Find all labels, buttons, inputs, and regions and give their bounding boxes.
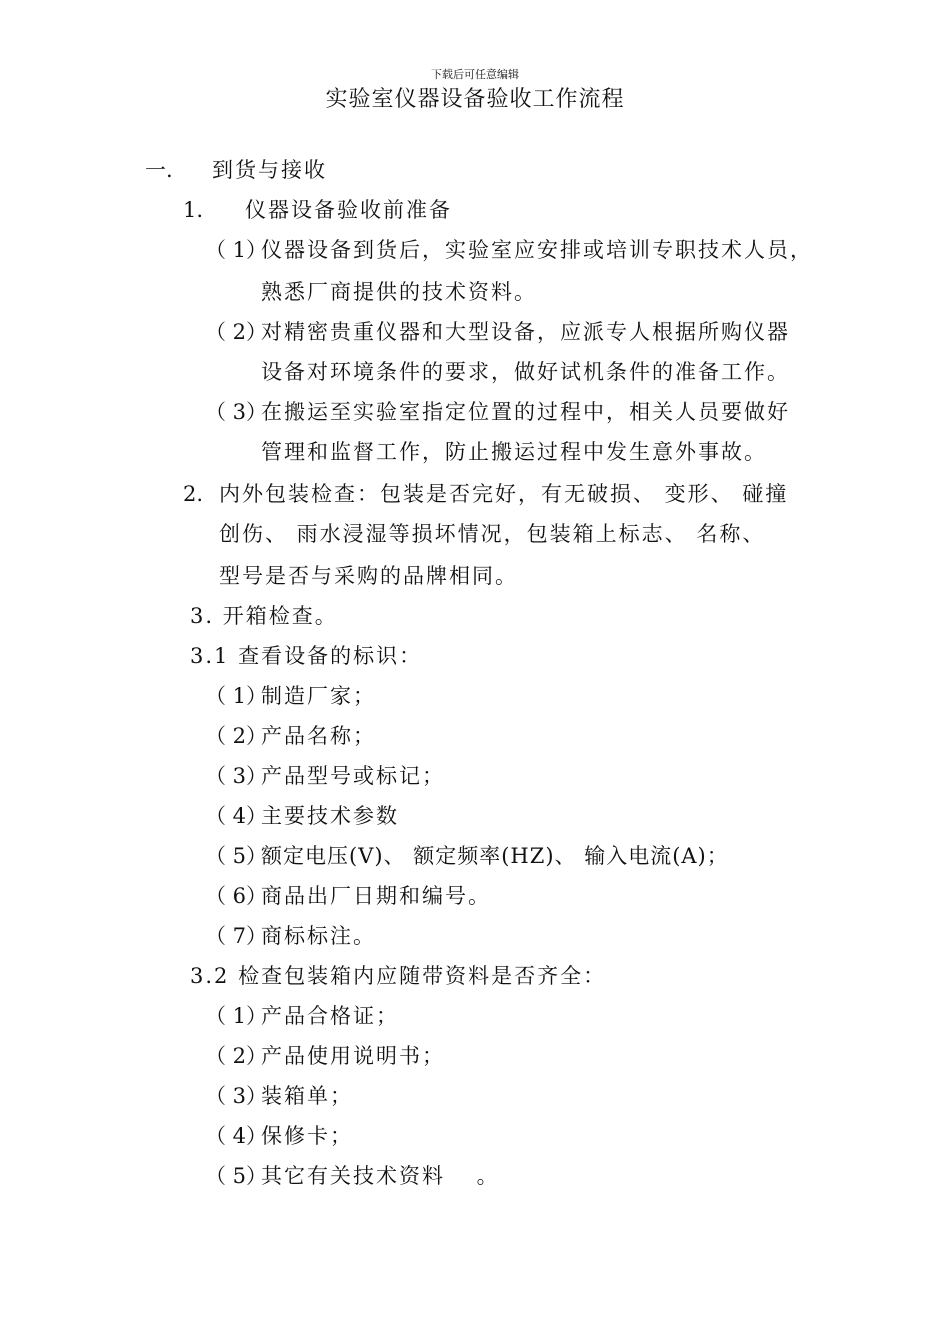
list-item: 保修卡； <box>261 1124 353 1148</box>
list-item-marker: （ 4） <box>205 804 268 828</box>
item-1-heading: 仪器设备验收前准备 <box>245 198 452 222</box>
list-item: 制造厂家； <box>261 684 376 708</box>
list-item-marker: （ 7） <box>205 924 268 948</box>
item-1-2-line1: 对精密贵重仪器和大型设备，应派专人根据所购仪器 <box>261 320 790 344</box>
list-item-marker: （ 1） <box>205 1004 268 1028</box>
header-note: 下载后可任意编辑 <box>431 68 519 81</box>
list-item: 产品使用说明书； <box>261 1044 445 1068</box>
list-item: 商品出厂日期和编号。 <box>261 884 491 908</box>
list-item-marker: （ 2） <box>205 1044 268 1068</box>
document-title: 实验室仪器设备验收工作流程 <box>325 87 625 112</box>
section-heading: 到货与接收 <box>212 158 327 182</box>
list-item-marker: （ 4） <box>205 1124 268 1148</box>
list-item: 产品名称； <box>261 724 376 748</box>
list-item: 额定电压(V)、 额定频率(HZ)、 输入电流(A)； <box>261 844 729 868</box>
list-item: 其它有关技术资料 。 <box>261 1164 500 1188</box>
list-item-marker: （ 3） <box>205 1084 268 1108</box>
item-2-marker: 2. <box>183 482 204 506</box>
item-2-line1: 内外包装检查：包装是否完好，有无破损、 变形、 碰撞 <box>219 482 789 506</box>
list-item-marker: （ 5） <box>205 844 268 868</box>
list-item-marker: （ 3） <box>205 764 268 788</box>
item-1-3-line2: 管理和监督工作，防止搬运过程中发生意外事故。 <box>261 440 767 464</box>
item-1-1-line2: 熟悉厂商提供的技术资料。 <box>261 280 537 304</box>
list-item: 商标标注。 <box>261 924 376 948</box>
item-3-1-heading: 3.1 查看设备的标识： <box>190 644 423 668</box>
item-1-marker: 1. <box>183 198 204 222</box>
section-marker: 一. <box>145 158 173 182</box>
item-1-2-marker: （ 2） <box>205 320 268 344</box>
list-item: 产品合格证； <box>261 1004 399 1028</box>
item-1-3-line1: 在搬运至实验室指定位置的过程中，相关人员要做好 <box>261 400 790 424</box>
item-1-1-marker: （ 1） <box>205 238 268 262</box>
list-item-marker: （ 5） <box>205 1164 268 1188</box>
list-item-marker: （ 1） <box>205 684 268 708</box>
list-item: 产品型号或标记； <box>261 764 445 788</box>
item-1-1-line1: 仪器设备到货后，实验室应安排或培训专职技术人员， <box>261 238 813 262</box>
item-3-heading: 3. 开箱检查。 <box>190 604 338 628</box>
list-item-marker: （ 6） <box>205 884 268 908</box>
item-3-2-heading: 3.2 检查包装箱内应随带资料是否齐全： <box>190 964 607 988</box>
list-item: 主要技术参数 <box>261 804 399 828</box>
list-item-marker: （ 2） <box>205 724 268 748</box>
item-2-line3: 型号是否与采购的品牌相同。 <box>219 564 518 588</box>
item-1-2-line2: 设备对环境条件的要求，做好试机条件的准备工作。 <box>261 360 790 384</box>
list-item: 装箱单； <box>261 1084 353 1108</box>
item-2-line2: 创伤、 雨水浸湿等损坏情况，包装箱上标志、 名称、 <box>219 522 766 546</box>
item-1-3-marker: （ 3） <box>205 400 268 424</box>
